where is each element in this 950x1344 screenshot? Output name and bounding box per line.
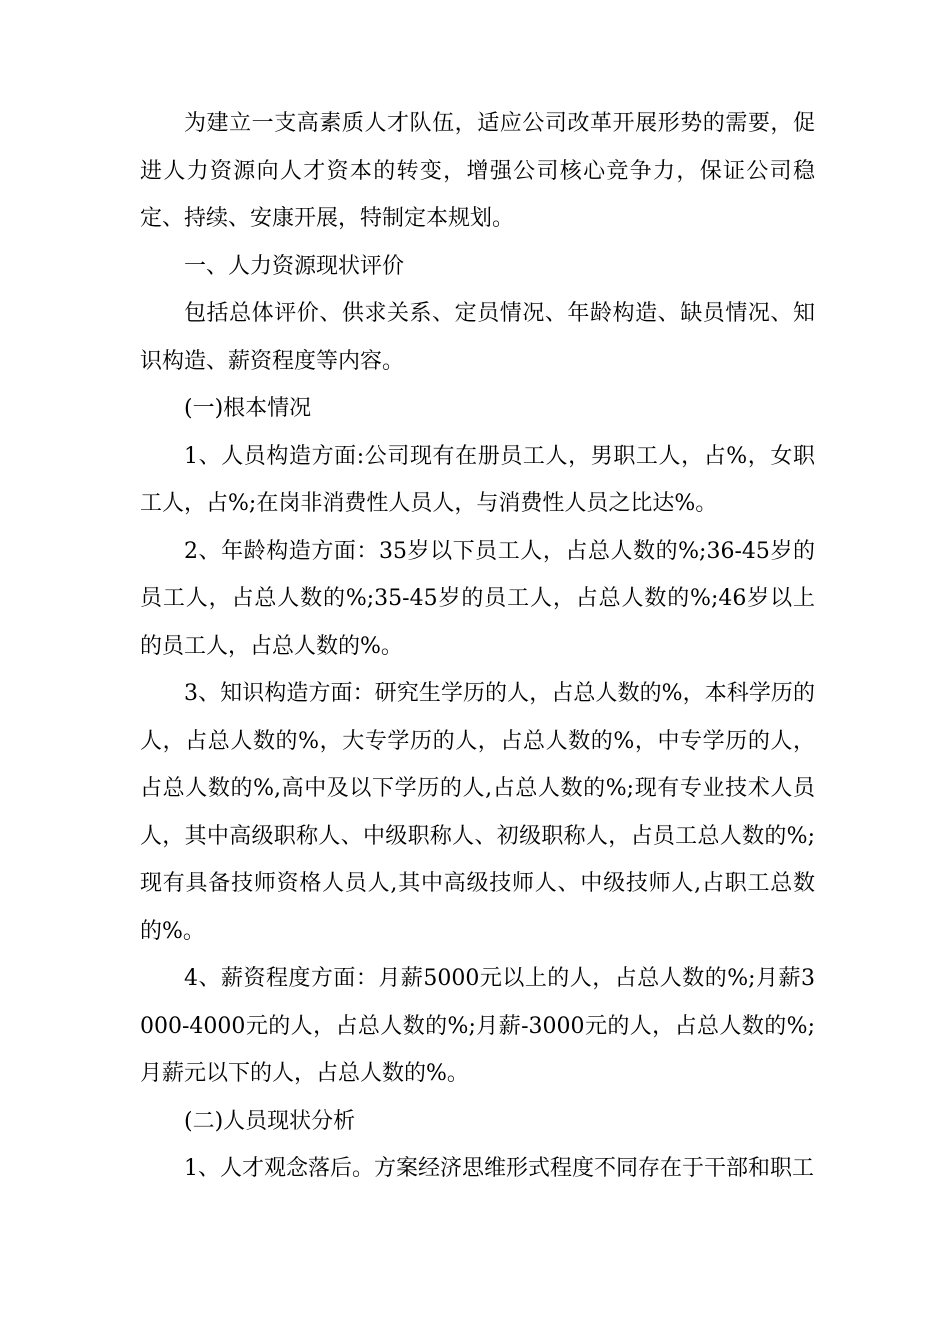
salary-level-paragraph: 4、薪资程度方面：月薪5000元以上的人，占总人数的%;月薪3000-4000元的人，占总人数的%;月薪-3000元的人，占总人数的%;月薪元以下的人，占总人数的%。 <box>140 966 815 1086</box>
intro-paragraph: 为建立一支高素质人才队伍，适应公司改革开展形势的需要，促进人力资源向人才资本的转变，增强公司核心竞争力，保证公司稳定、持续、安康开展，特制定本规划。 <box>140 111 815 231</box>
age-structure-paragraph: 2、年龄构造方面：35岁以下员工人，占总人数的%;36-45岁的员工人，占总人数的%;35-45岁的员工人，占总人数的%;46岁以上的员工人，占总人数的%。 <box>140 538 815 659</box>
subsection-heading-basic-situation: (一)根本情况 <box>184 396 312 421</box>
section-heading-status-evaluation: 一、人力资源现状评价 <box>184 253 405 279</box>
subsection-heading-personnel-analysis: (二)人员现状分析 <box>184 1108 356 1134</box>
document-body <box>140 100 815 1193</box>
knowledge-structure-paragraph: 3、知识构造方面：研究生学历的人，占总人数的%，本科学历的人，占总人数的%，大专学历的人，占总人数的%，中专学历的人，占总人数的%,高中及以下学历的人,占总人数的%;现有专业技术人员人，其中高级职称人、中级职称人、初级职称人，占员工总人数的%;现有具备技师资格人员人,其中高级技师人、中级技师人,占职工总数的%。 <box>140 681 815 944</box>
scope-paragraph: 包括总体评价、供求关系、定员情况、年龄构造、缺员情况、知识构造、薪资程度等内容。 <box>140 301 815 374</box>
personnel-structure-paragraph: 1、人员构造方面:公司现有在册员工人，男职工人，占%，女职工人，占%;在岗非消费性人员人，与消费性人员之比达%。 <box>140 443 815 516</box>
talent-concept-paragraph: 1、人才观念落后。方案经济思维形式程度不同存在于干部和职工 <box>184 1156 814 1181</box>
